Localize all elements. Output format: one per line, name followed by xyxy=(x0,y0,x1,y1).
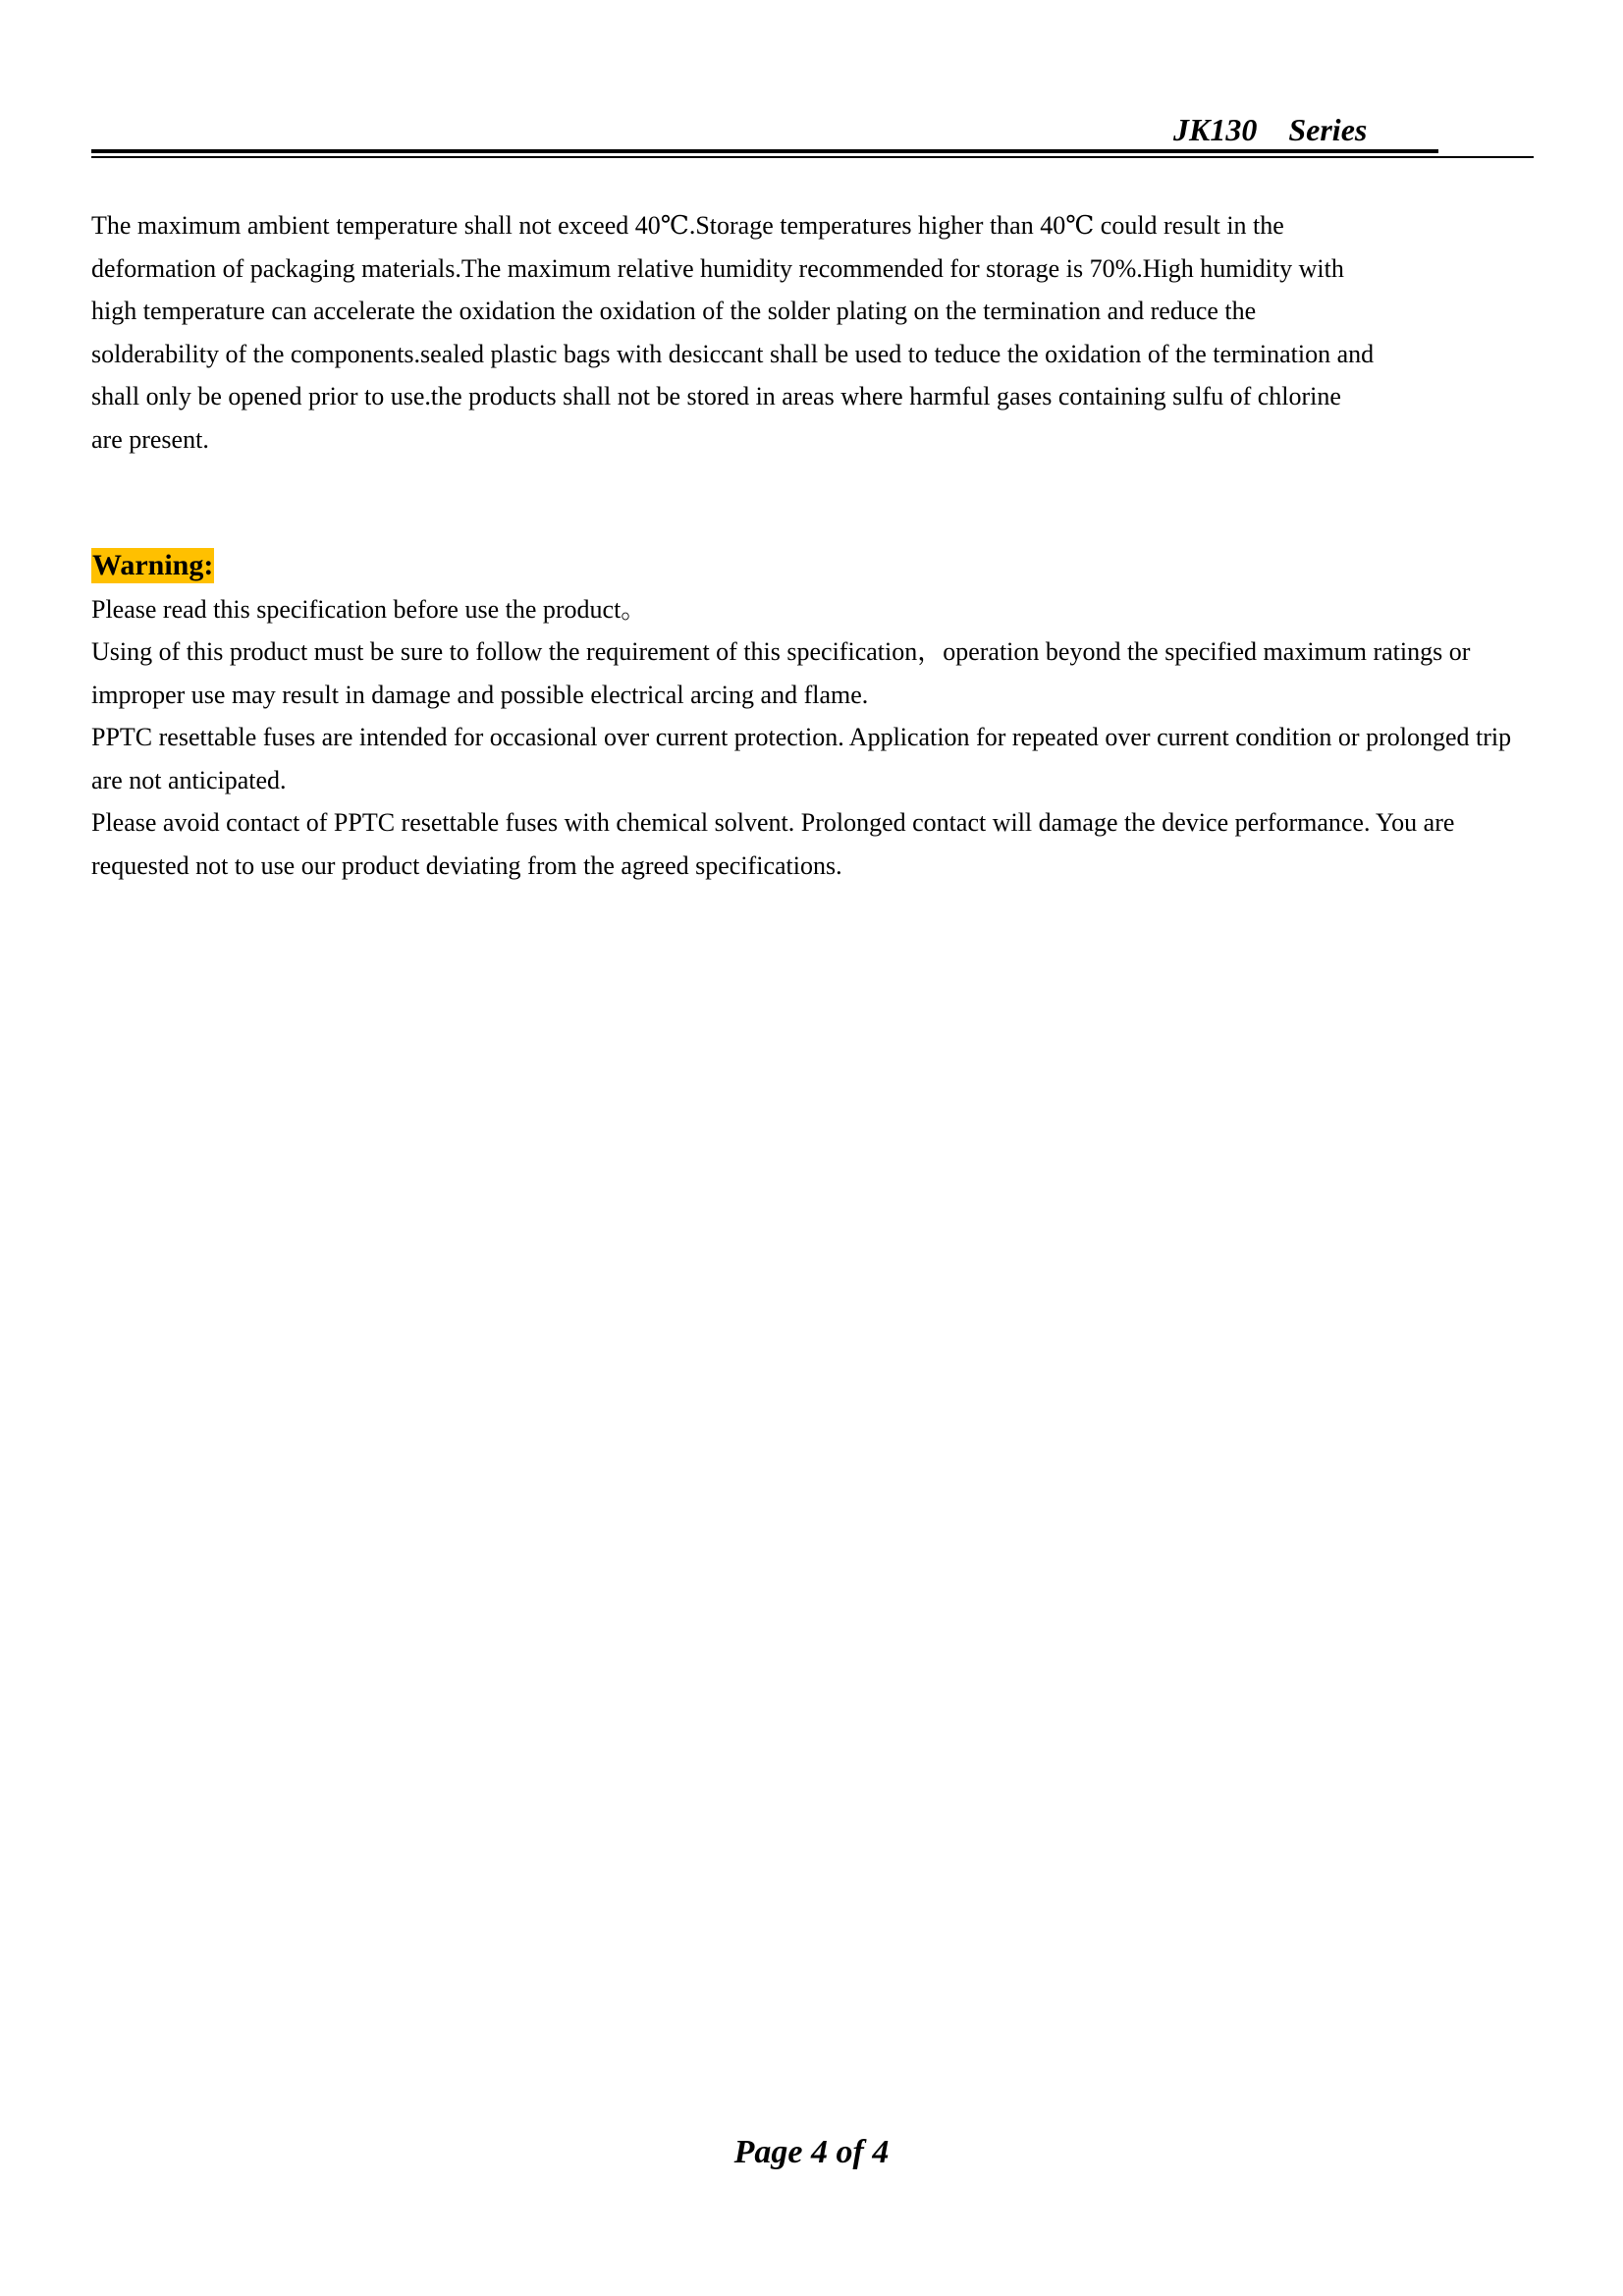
header-rule-thick xyxy=(91,149,1438,153)
text-line: shall only be opened prior to use.the products shall not be stored in areas where harmful gases containing sulfu of chlorine xyxy=(91,382,1341,410)
warning-paragraph: Please read this specification before use the product。 xyxy=(91,594,647,624)
text-line: are present. xyxy=(91,424,209,454)
warning-paragraph: PPTC resettable fuses are intended for occasional over current protection. Application for repeated over current condition or prolonged trip are not anticipated. xyxy=(91,723,1512,794)
warning-section xyxy=(91,545,1544,887)
page-number: Page 4 of 4 xyxy=(733,2134,890,2170)
warning-paragraph: Using of this product must be sure to follow the requirement of this specification，operation beyond the specified maximum ratings or improper use may result in damage and possible electrical arcing and flame. xyxy=(91,637,1471,709)
warning-heading: Warning: xyxy=(92,549,214,581)
text-line: deformation of packaging materials.The maximum relative humidity recommended for storage is 70%.High humidity with xyxy=(91,253,1344,283)
text-line: high temperature can accelerate the oxidation the oxidation of the solder plating on the termination and reduce the xyxy=(91,297,1257,325)
text-line: solderability of the components.sealed plastic bags with desiccant shall be used to teduce the oxidation of the termination and xyxy=(91,339,1375,368)
header-rule-thin xyxy=(91,156,1534,158)
warning-paragraph: Please avoid contact of PPTC resettable fuses with chemical solvent. Prolonged contact will damage the device performance. You are requested not to use our product deviating from the agreed specifications. xyxy=(91,808,1455,880)
document-series-title: JK130 Series xyxy=(1173,112,1368,147)
storage-conditions-paragraph xyxy=(91,204,1544,461)
text-line: The maximum ambient temperature shall not exceed 40℃.Storage temperatures higher than 40℃ could result in the xyxy=(91,211,1284,240)
